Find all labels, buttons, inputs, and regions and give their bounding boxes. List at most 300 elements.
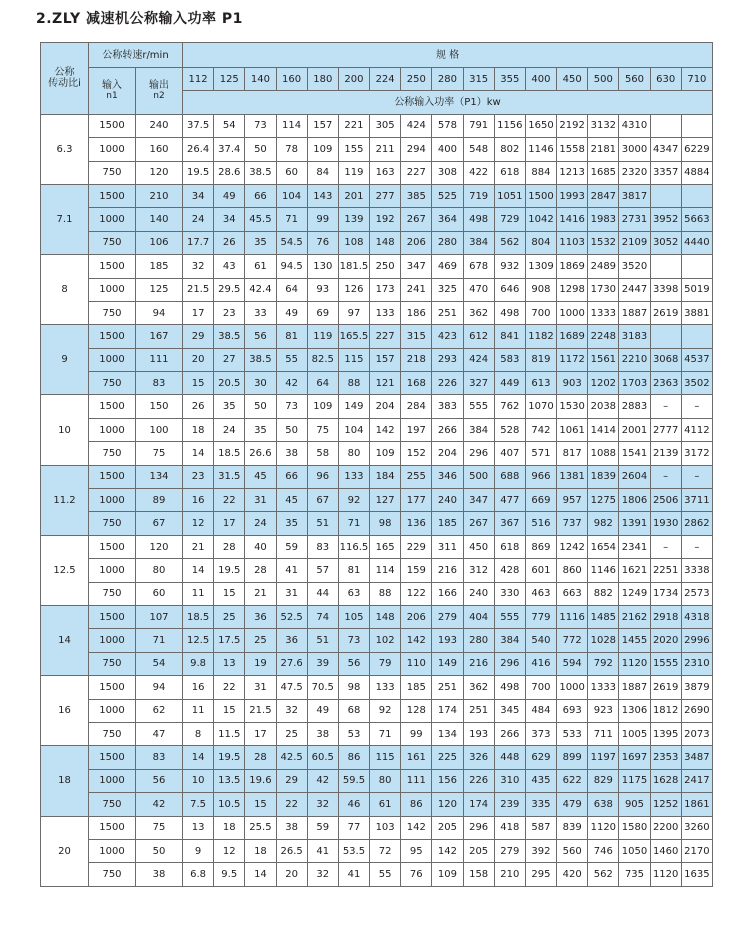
power-cell: 32	[276, 699, 307, 722]
power-cell: 555	[463, 395, 494, 418]
power-cell: 2162	[619, 605, 650, 628]
size-header-cell: 630	[650, 68, 681, 91]
power-cell: 156	[432, 769, 463, 792]
power-cell	[681, 184, 712, 207]
table-row	[41, 442, 713, 465]
power-cell: 55	[276, 348, 307, 371]
power-cell: 66	[245, 184, 276, 207]
power-cell: 548	[463, 138, 494, 161]
power-cell: 528	[494, 418, 525, 441]
power-cell: 1306	[619, 699, 650, 722]
power-cell: 364	[432, 208, 463, 231]
power-cell	[650, 114, 681, 137]
size-header-cell: 450	[557, 68, 588, 91]
power-cell: 21	[183, 535, 214, 558]
power-cell: 59	[276, 535, 307, 558]
power-cell: 966	[525, 465, 556, 488]
power-cell: 1175	[619, 769, 650, 792]
input-speed-cell: 1500	[89, 255, 136, 278]
ratio-cell: 14	[41, 605, 89, 675]
ratio-header-line2: 传动比i	[48, 78, 81, 90]
power-cell: 1333	[588, 676, 619, 699]
power-cell: 99	[307, 208, 338, 231]
power-cell: 373	[525, 722, 556, 745]
power-cell: 470	[463, 278, 494, 301]
power-cell: 49	[214, 184, 245, 207]
power-cell: 81	[276, 325, 307, 348]
power-cell: 159	[401, 559, 432, 582]
power-cell: 206	[401, 231, 432, 254]
power-cell: 114	[370, 559, 401, 582]
power-cell: 12	[214, 839, 245, 862]
power-cell: 50	[245, 395, 276, 418]
power-cell: 3502	[681, 372, 712, 395]
power-cell: 404	[463, 605, 494, 628]
power-cell: 185	[432, 512, 463, 535]
input-speed-cell: 1500	[89, 746, 136, 769]
power-cell: 326	[463, 746, 494, 769]
power-cell: 218	[401, 348, 432, 371]
power-cell: 110	[401, 652, 432, 675]
power-cell: 109	[307, 138, 338, 161]
power-cell: 227	[370, 325, 401, 348]
power-cell: 1061	[557, 418, 588, 441]
power-cell: 1703	[619, 372, 650, 395]
table-row	[41, 582, 713, 605]
power-cell: 982	[588, 512, 619, 535]
power-cell: 34	[214, 208, 245, 231]
power-cell: 279	[432, 605, 463, 628]
power-cell: 463	[525, 582, 556, 605]
output-speed-cell: 38	[136, 863, 183, 886]
table-row	[41, 793, 713, 816]
size-header-cell: 224	[370, 68, 401, 91]
power-cell: 115	[338, 348, 369, 371]
ratio-cell: 10	[41, 395, 89, 465]
power-cell: 13.5	[214, 769, 245, 792]
power-cell: 2109	[619, 231, 650, 254]
power-cell: 1120	[588, 816, 619, 839]
table-row	[41, 138, 713, 161]
power-cell: 280	[432, 231, 463, 254]
power-cell: 2506	[650, 489, 681, 512]
size-header-cell: 280	[432, 68, 463, 91]
power-cell: 3338	[681, 559, 712, 582]
power-cell: 139	[338, 208, 369, 231]
power-cell: 1182	[525, 325, 556, 348]
power-cell: 54	[214, 114, 245, 137]
power-cell: 17.7	[183, 231, 214, 254]
ratio-cell: 6.3	[41, 114, 89, 184]
power-cell: 88	[338, 372, 369, 395]
power-cell: 61	[245, 255, 276, 278]
power-cell: 38.5	[245, 161, 276, 184]
power-cell: 152	[401, 442, 432, 465]
power-cell: 2210	[619, 348, 650, 371]
power-cell: 77	[338, 816, 369, 839]
power-cell: 72	[370, 839, 401, 862]
power-cell: 211	[370, 138, 401, 161]
power-cell: 9.8	[183, 652, 214, 675]
table-row	[41, 816, 713, 839]
power-cell: 903	[557, 372, 588, 395]
spec-header: 规 格	[183, 43, 713, 68]
power-cell: 1812	[650, 699, 681, 722]
power-cell: 161	[401, 746, 432, 769]
power-cell: 1621	[619, 559, 650, 582]
power-cell: 779	[525, 605, 556, 628]
power-cell: 210	[494, 863, 525, 886]
power-cell: 1500	[525, 184, 556, 207]
power-cell: 2690	[681, 699, 712, 722]
power-cell: 45	[276, 489, 307, 512]
table-row	[41, 465, 713, 488]
power-cell: 311	[432, 535, 463, 558]
power-cell: 1558	[557, 138, 588, 161]
power-cell: 669	[525, 489, 556, 512]
power-cell: 1460	[650, 839, 681, 862]
power-cell: 3172	[681, 442, 712, 465]
power-cell: 817	[557, 442, 588, 465]
size-header-cell: 140	[245, 68, 276, 91]
power-cell	[681, 114, 712, 137]
power-cell: 174	[432, 699, 463, 722]
table-row	[41, 699, 713, 722]
power-cell: 226	[432, 372, 463, 395]
power-cell: 277	[370, 184, 401, 207]
power-cell: 1689	[557, 325, 588, 348]
input-speed-cell: 750	[89, 442, 136, 465]
power-cell: 142	[432, 839, 463, 862]
power-cell: 571	[525, 442, 556, 465]
power-cell: 791	[463, 114, 494, 137]
power-cell: 2181	[588, 138, 619, 161]
table-row	[41, 395, 713, 418]
power-cell: 24	[183, 208, 214, 231]
power-cell: 477	[494, 489, 525, 512]
power-cell: 177	[401, 489, 432, 512]
power-cell: 130	[307, 255, 338, 278]
power-cell: 1381	[557, 465, 588, 488]
power-cell: 17	[214, 512, 245, 535]
power-cell: 14	[183, 559, 214, 582]
power-cell: 13	[183, 816, 214, 839]
power-cell: 308	[432, 161, 463, 184]
power-cell: 362	[463, 301, 494, 324]
power-cell	[681, 255, 712, 278]
power-cell: 165.5	[338, 325, 369, 348]
power-cell	[650, 255, 681, 278]
power-cell: 97	[338, 301, 369, 324]
input-speed-cell: 750	[89, 231, 136, 254]
power-cell: 560	[557, 839, 588, 862]
input-speed-cell: 750	[89, 863, 136, 886]
power-cell: 1249	[619, 582, 650, 605]
size-header-cell: 180	[307, 68, 338, 91]
power-cell: 3487	[681, 746, 712, 769]
power-cell: 25.5	[245, 816, 276, 839]
power-cell: 204	[370, 395, 401, 418]
power-cell: 93	[307, 278, 338, 301]
power-cell	[650, 325, 681, 348]
power-cell: 2020	[650, 629, 681, 652]
power-cell: 746	[588, 839, 619, 862]
power-cell: 14	[183, 442, 214, 465]
power-cell: 622	[557, 769, 588, 792]
power-cell: 41	[276, 559, 307, 582]
size-header-cell: 500	[588, 68, 619, 91]
power-cell: 2200	[650, 816, 681, 839]
power-cell: 2310	[681, 652, 712, 675]
power-cell: 86	[338, 746, 369, 769]
power-cell: 295	[525, 863, 556, 886]
power-cell: –	[681, 395, 712, 418]
power-cell: 384	[463, 231, 494, 254]
table-row	[41, 863, 713, 886]
output-speed-cell: 107	[136, 605, 183, 628]
input-speed-cell: 750	[89, 652, 136, 675]
input-speed-cell: 1000	[89, 699, 136, 722]
output-speed-cell: 106	[136, 231, 183, 254]
power-cell: 2251	[650, 559, 681, 582]
power-cell: 1685	[588, 161, 619, 184]
power-cell: 1042	[525, 208, 556, 231]
power-cell: 19.5	[214, 559, 245, 582]
input-speed-cell: 1500	[89, 465, 136, 488]
power-cell: 66	[276, 465, 307, 488]
power-cell: 149	[338, 395, 369, 418]
power-cell: 119	[307, 325, 338, 348]
power-cell: 109	[370, 442, 401, 465]
power-cell: 240	[432, 489, 463, 512]
power-cell: 1005	[619, 722, 650, 745]
power-cell: 19.5	[214, 746, 245, 769]
power-cell: 108	[338, 231, 369, 254]
power-cell: 168	[401, 372, 432, 395]
power-cell: 1116	[557, 605, 588, 628]
table-row	[41, 629, 713, 652]
power-cell: 81	[338, 559, 369, 582]
power-cell: 67	[307, 489, 338, 512]
power-cell: 18	[214, 816, 245, 839]
power-cell: 27	[214, 348, 245, 371]
power-header: 公称输入功率（P1）kw	[183, 91, 713, 114]
power-cell: 4884	[681, 161, 712, 184]
power-cell: 114	[276, 114, 307, 137]
power-cell: 47.5	[276, 676, 307, 699]
power-cell: 31	[245, 676, 276, 699]
table-row	[41, 114, 713, 137]
power-cell: 737	[557, 512, 588, 535]
power-cell: 36	[276, 629, 307, 652]
power-cell: 186	[401, 301, 432, 324]
power-cell: 133	[338, 465, 369, 488]
power-cell: 16	[183, 489, 214, 512]
power-cell: 1861	[681, 793, 712, 816]
power-cell: 18.5	[183, 605, 214, 628]
input-speed-cell: 1000	[89, 629, 136, 652]
power-cell: 1213	[557, 161, 588, 184]
power-cell: 1242	[557, 535, 588, 558]
power-cell: 60	[276, 161, 307, 184]
input-speed-cell: 750	[89, 722, 136, 745]
input-speed-header	[89, 68, 136, 115]
power-cell: 226	[463, 769, 494, 792]
power-cell: 15	[214, 582, 245, 605]
power-cell: 449	[494, 372, 525, 395]
table-row	[41, 512, 713, 535]
power-cell: 205	[463, 839, 494, 862]
power-cell: 1088	[588, 442, 619, 465]
power-cell: 28.6	[214, 161, 245, 184]
power-cell: 1628	[650, 769, 681, 792]
power-cell: 5019	[681, 278, 712, 301]
power-cell: –	[650, 395, 681, 418]
power-cell: 15	[245, 793, 276, 816]
power-cell: 1028	[588, 629, 619, 652]
power-cell: 819	[525, 348, 556, 371]
power-cell: 64	[276, 278, 307, 301]
power-cell: 216	[432, 559, 463, 582]
power-cell: 266	[494, 722, 525, 745]
power-cell: 50	[245, 138, 276, 161]
power-cell: 20	[183, 348, 214, 371]
power-cell: 1070	[525, 395, 556, 418]
table-row	[41, 348, 713, 371]
power-cell: 58	[307, 442, 338, 465]
power-cell: 330	[494, 582, 525, 605]
input-speed-cell: 1000	[89, 418, 136, 441]
power-cell: 197	[401, 418, 432, 441]
power-cell: 42	[307, 769, 338, 792]
power-cell: 2489	[588, 255, 619, 278]
power-cell: 305	[370, 114, 401, 137]
power-cell: 1202	[588, 372, 619, 395]
power-cell: 14	[183, 746, 214, 769]
power-cell: 11	[183, 699, 214, 722]
power-cell: 185	[401, 676, 432, 699]
input-speed-cell: 1000	[89, 348, 136, 371]
power-cell: 1156	[494, 114, 525, 137]
power-cell: 1455	[619, 629, 650, 652]
table-row	[41, 301, 713, 324]
power-cell: 1532	[588, 231, 619, 254]
power-cell: 10.5	[214, 793, 245, 816]
power-cell: 61	[370, 793, 401, 816]
power-cell: 1120	[650, 863, 681, 886]
power-cell: 128	[401, 699, 432, 722]
power-cell: 11.5	[214, 722, 245, 745]
power-cell: 59	[307, 816, 338, 839]
power-cell: 829	[588, 769, 619, 792]
table-row	[41, 652, 713, 675]
power-cell: 134	[432, 722, 463, 745]
power-cell: 435	[525, 769, 556, 792]
power-cell: 2341	[619, 535, 650, 558]
power-cell: 43	[214, 255, 245, 278]
power-cell: 869	[525, 535, 556, 558]
power-cell: 142	[370, 418, 401, 441]
power-cell: 20	[276, 863, 307, 886]
power-cell: 40	[245, 535, 276, 558]
power-cell: 2883	[619, 395, 650, 418]
size-header-cell: 250	[401, 68, 432, 91]
power-cell: 39	[307, 652, 338, 675]
table-body	[41, 114, 713, 886]
power-cell: 52.5	[276, 605, 307, 628]
power-cell	[681, 325, 712, 348]
power-cell: 53.5	[338, 839, 369, 862]
power-cell: 18	[245, 839, 276, 862]
power-cell: 3520	[619, 255, 650, 278]
output-speed-cell: 75	[136, 816, 183, 839]
power-cell: 121	[370, 372, 401, 395]
ratio-cell: 20	[41, 816, 89, 886]
size-header-cell: 710	[681, 68, 712, 91]
power-cell: 1654	[588, 535, 619, 558]
power-cell: 2417	[681, 769, 712, 792]
power-cell: 932	[494, 255, 525, 278]
power-cell: 693	[557, 699, 588, 722]
power-cell: 296	[463, 816, 494, 839]
power-cell: 104	[276, 184, 307, 207]
power-cell: 102	[370, 629, 401, 652]
power-cell: 119	[338, 161, 369, 184]
input-speed-cell: 1000	[89, 208, 136, 231]
output-speed-cell: 42	[136, 793, 183, 816]
power-cell: 424	[401, 114, 432, 137]
power-cell: 68	[338, 699, 369, 722]
power-cell: 899	[557, 746, 588, 769]
power-cell: 700	[525, 676, 556, 699]
input-speed-cell: 1000	[89, 278, 136, 301]
power-cell: 50	[276, 418, 307, 441]
power-cell: 293	[432, 348, 463, 371]
input-speed-cell: 1000	[89, 769, 136, 792]
power-cell: 155	[338, 138, 369, 161]
power-cell: 957	[557, 489, 588, 512]
output-speed-cell: 160	[136, 138, 183, 161]
power-cell: 418	[494, 816, 525, 839]
power-cell: 38.5	[245, 348, 276, 371]
power-cell: 158	[463, 863, 494, 886]
power-cell: 26	[214, 231, 245, 254]
power-cell: 35	[276, 512, 307, 535]
power-cell: 347	[463, 489, 494, 512]
power-cell: 31	[276, 582, 307, 605]
power-cell: 31	[245, 489, 276, 512]
power-cell: 3183	[619, 325, 650, 348]
power-cell: 92	[338, 489, 369, 512]
power-cell: 498	[494, 301, 525, 324]
power-cell: 251	[463, 699, 494, 722]
power-cell: 1050	[619, 839, 650, 862]
ratio-header-line1: 公称	[54, 67, 75, 79]
title-text: 减速机公称输入功率 P1	[85, 11, 243, 27]
power-cell: 1000	[557, 301, 588, 324]
power-cell: 1730	[588, 278, 619, 301]
power-cell: 49	[307, 699, 338, 722]
power-cell: 9	[183, 839, 214, 862]
power-cell: 30	[245, 372, 276, 395]
power-cell: 71	[338, 512, 369, 535]
power-cell: 3881	[681, 301, 712, 324]
power-cell: 420	[557, 863, 588, 886]
power-cell: 688	[494, 465, 525, 488]
size-header-cell: 200	[338, 68, 369, 91]
power-cell: 174	[463, 793, 494, 816]
power-cell: 63	[338, 582, 369, 605]
